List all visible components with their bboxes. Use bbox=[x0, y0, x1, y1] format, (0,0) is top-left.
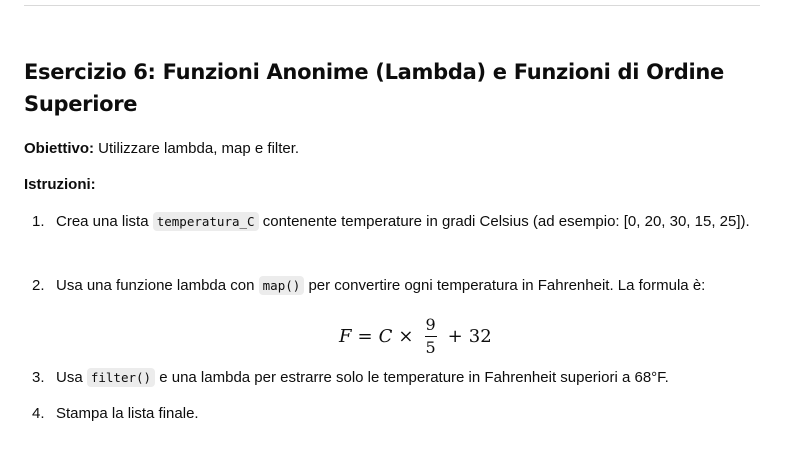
page-title: Esercizio 6: Funzioni Anonime (Lambda) e Funzioni di Ordine Superiore bbox=[24, 60, 725, 116]
instruction-item-1 bbox=[24, 207, 754, 236]
item-text-after: contenente temperature in gradi Celsius (ad esempio: [0, 20, 30, 15, 25]). bbox=[258, 213, 750, 230]
formula-denominator: 5 bbox=[425, 337, 436, 357]
item-text-after: per convertire ogni temperatura in Fahrenheit. La formula è: bbox=[304, 277, 706, 294]
formula-fraction bbox=[423, 315, 437, 358]
formula-constant: 32 bbox=[468, 325, 492, 347]
objective-paragraph bbox=[24, 138, 299, 160]
formula-c: C bbox=[378, 325, 393, 347]
formula-plus: + bbox=[447, 325, 463, 347]
list-number: 3. bbox=[32, 369, 45, 386]
instruction-item-4 bbox=[24, 399, 754, 428]
list-number: 4. bbox=[32, 405, 45, 422]
item-text-before: Usa bbox=[56, 369, 87, 386]
fahrenheit-formula bbox=[339, 312, 492, 360]
formula-f: F bbox=[339, 325, 352, 347]
objective-text: Utilizzare lambda, map e filter. bbox=[94, 140, 300, 157]
item-text-before: Crea una lista bbox=[56, 213, 153, 230]
list-number: 1. bbox=[32, 213, 45, 230]
instructions-heading: Istruzioni: bbox=[24, 176, 96, 193]
top-divider bbox=[24, 5, 760, 6]
code-snippet: map() bbox=[259, 276, 305, 295]
item-text: Stampa la lista finale. bbox=[56, 405, 199, 422]
formula-times: × bbox=[398, 325, 414, 347]
item-text-before: Usa una funzione lambda con bbox=[56, 277, 259, 294]
instruction-item-2 bbox=[24, 271, 754, 300]
formula-equals: = bbox=[357, 325, 373, 347]
item-text-after: e una lambda per estrarre solo le temperature in Fahrenheit superiori a 68°F. bbox=[155, 369, 669, 386]
instruction-item-3 bbox=[24, 363, 754, 392]
formula-numerator: 9 bbox=[425, 314, 436, 334]
objective-label: Obiettivo: bbox=[24, 140, 94, 157]
fraction-bar bbox=[425, 336, 437, 337]
list-number: 2. bbox=[32, 277, 45, 294]
code-snippet: filter() bbox=[87, 368, 155, 387]
code-snippet: temperatura_C bbox=[153, 212, 259, 231]
